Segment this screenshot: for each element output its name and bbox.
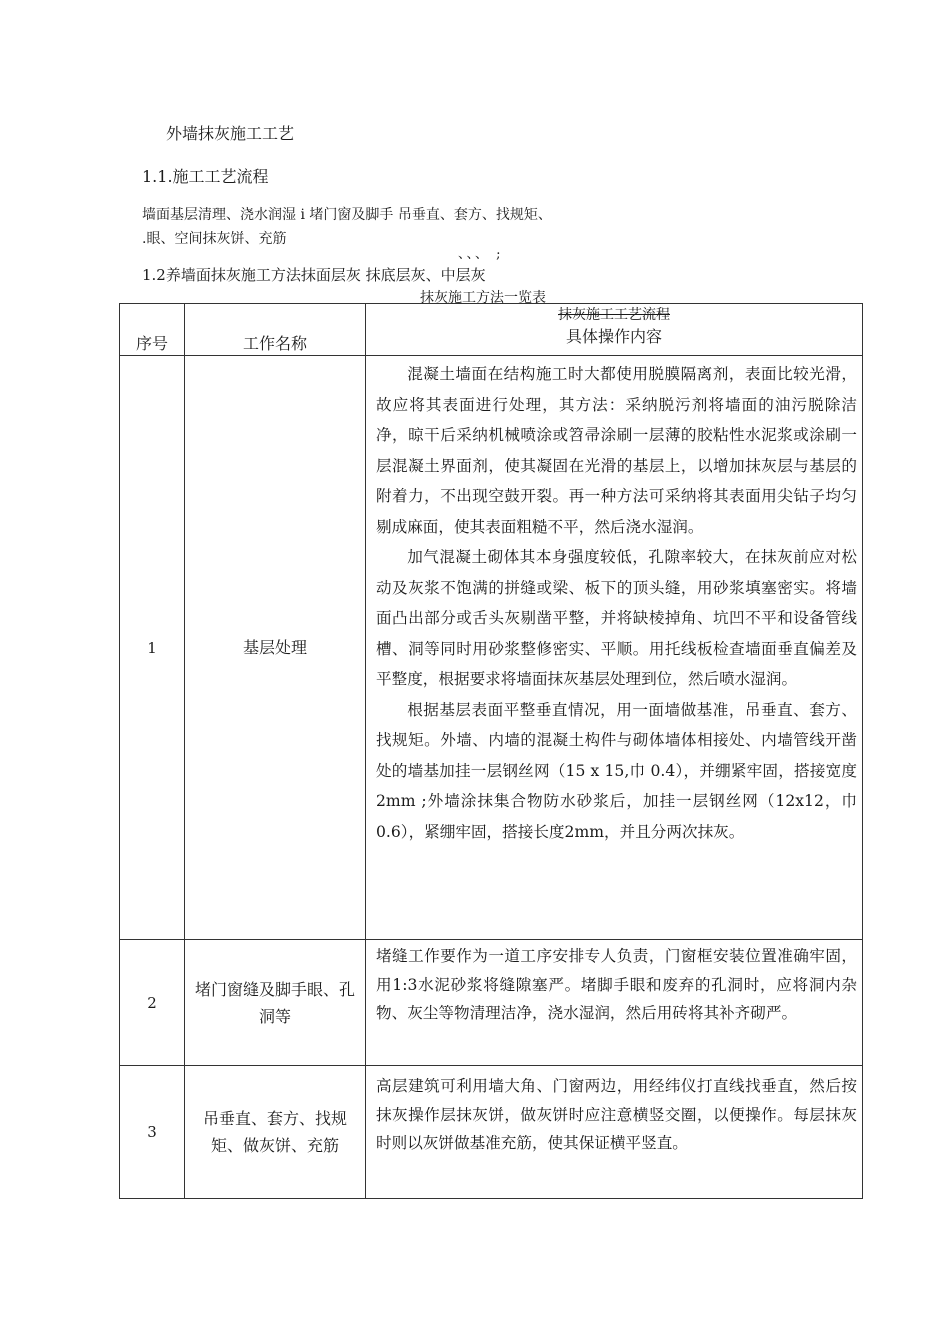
header-work-name: 工作名称 (185, 304, 366, 356)
row-detail (366, 356, 863, 940)
row-detail (366, 940, 863, 1066)
detail-clip (376, 942, 857, 1055)
table-row (120, 1066, 863, 1199)
detail-paragraph: 加气混凝土砌体其本身强度较低，孔隙率较大，在抹灰前应对松动及灰浆不饱满的拼缝或梁、板下的顶头缝，用砂浆填塞密实。将墙面凸出部分或舌头灰剔凿平整，并将缺棱掉角、坑凹不平和设备管线槽、洞等同时用砂浆整修密实、平顺。用托线板检查墙面垂直偏差及平整度，根据要求将墙面抹灰基层处理到位，然后喷水湿润。 (376, 548, 857, 688)
header-no: 序号 (120, 304, 185, 356)
table-caption: 抹灰施工方法一览表 (420, 290, 546, 306)
process-flow-marks: 、、、 ; (458, 247, 503, 262)
row-number: 2 (120, 940, 185, 1066)
row-number: 3 (120, 1066, 185, 1199)
detail-paragraph: 根据基层表面平整垂直情况，用一面墙做基准，吊垂直、套方、找规矩。外墙、内墙的混凝土构件与砌体墙体相接处、内墙管线开凿处的墙基加挂一层钢丝网（15 x 15,巾 0.4），并绷紧牢固，搭接宽度2mm ;外墙涂抹集合物防水砂浆后，加挂一层钢丝网（12x12，巾0.6），紧绷牢固，搭接长度2mm，并且分两次抹灰。 (376, 700, 857, 841)
section-heading-1-2: 1.2养墙面抹灰施工方法抹面层灰 抹底层灰、中层灰 (142, 266, 486, 284)
section-heading-1-1: 1.1.施工工艺流程 (142, 167, 269, 186)
header-detail-struck: 抹灰施工工艺流程 (558, 307, 670, 323)
detail-paragraph: 高层建筑可利用墙大角、门窗两边，用经纬仪打直线找垂直，然后按抹灰操作层抹灰饼，做灰饼时应注意横竖交圈，以便操作。每层抹灰时则以灰饼做基准充筋，使其保证横平竖直。 (376, 1077, 857, 1152)
document-title: 外墙抹灰施工工艺 (166, 124, 295, 143)
detail-paragraph: 混凝土墙面在结构施工时大都使用脱膜隔离剂，表面比较光滑，故应将其表面进行处理，其方法：采纳脱污剂将墙面的油污脱除洁净，晾干后采纳机械喷涂或笤帚涂刷一层薄的胶粘性水泥浆或涂刷一层混凝土界面剂，使其凝固在光滑的基层上，以增加抹灰层与基层的附着力，不出现空鼓开裂。再一种方法可采纳将其表面用尖钻子均匀剔成麻面，使其表面粗糙不平，然后浇水湿润。 (376, 365, 857, 536)
table-header-row (120, 304, 863, 356)
header-detail (366, 304, 863, 356)
row-detail (366, 1066, 863, 1199)
row-work-name: 吊垂直、套方、找规矩、做灰饼、充筋 (185, 1066, 366, 1199)
table-row (120, 356, 863, 940)
process-flow-line-2: .眼、空间抹灰饼、充筋 (142, 231, 287, 247)
method-table (119, 303, 863, 1199)
row-number: 1 (120, 356, 185, 940)
table-row (120, 940, 863, 1066)
header-detail-label: 具体操作内容 (565, 327, 662, 346)
row-work-name: 堵门窗缝及脚手眼、孔洞等 (185, 940, 366, 1066)
process-flow-line-1: 墙面基层清理、浇水润湿 i 堵门窗及脚手 吊垂直、套方、找规矩、 (142, 207, 552, 223)
row-work-name: 基层处理 (185, 356, 366, 940)
detail-paragraph: 堵缝工作要作为一道工序安排专人负责，门窗框安装位置准确牢固，用1:3水泥砂浆将缝隙塞严。堵脚手眼和废弃的孔洞时，应将洞内杂物、灰尘等物清理洁净，浇水湿润，然后用砖将其补齐砌严。 (376, 947, 857, 1022)
